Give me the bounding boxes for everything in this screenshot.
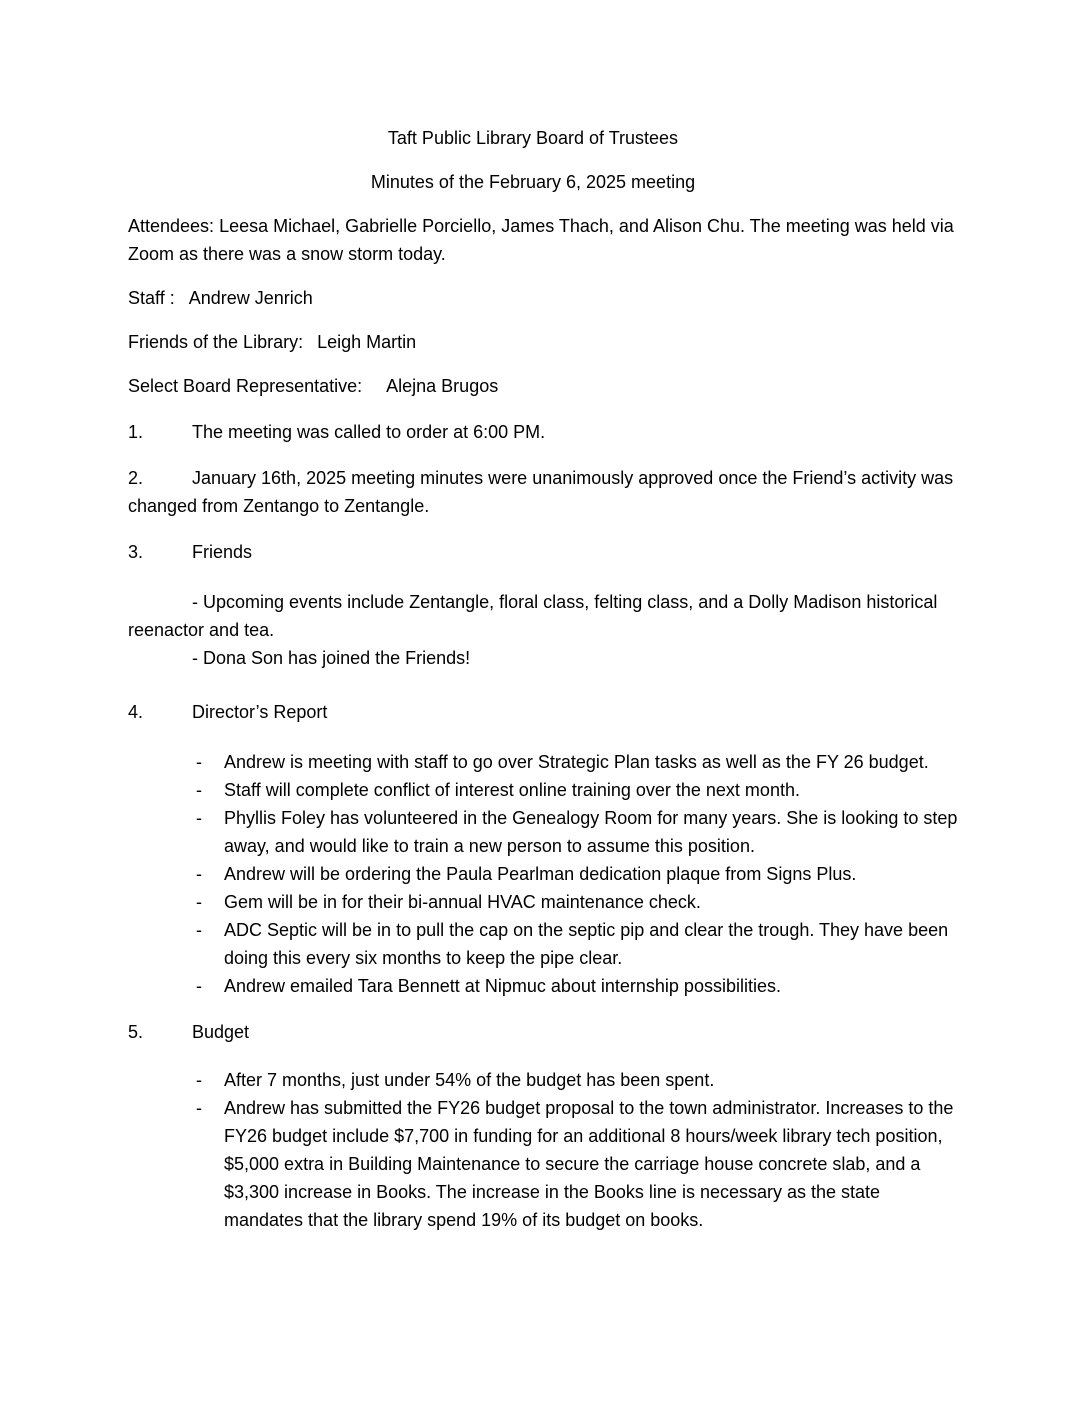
item-5-heading: Budget: [192, 1022, 250, 1042]
item-3-heading: Friends: [192, 542, 253, 562]
friends-value: Leigh Martin: [317, 332, 417, 352]
staff-value: Andrew Jenrich: [188, 288, 313, 308]
document-subtitle: Minutes of the February 6, 2025 meeting: [370, 172, 696, 192]
friends-line: [128, 328, 964, 356]
list-item-text: Andrew emailed Tara Bennett at Nipmuc about internship possibilities.: [224, 976, 781, 996]
dash-bullet: -: [196, 1070, 202, 1090]
item-4: [128, 698, 964, 726]
item-1-number: 1.: [128, 422, 144, 442]
friends-label: Friends of the Library:: [128, 332, 304, 352]
dash-bullet: -: [196, 864, 202, 884]
list-item: [128, 1094, 964, 1234]
list-item-text: Andrew has submitted the FY26 budget proposal to the town administrator. Increases to the FY26 budget include $7,700 in funding for an additional 8 hours/week library tech position, $5,000 extra in Building Maintenance to secure the carriage house concrete slab, and a $3,300 increase in Books. The increase in the Books line is necessary as the state mandates that the library spend 19% of its budget on books.: [224, 1098, 954, 1230]
item-5-number: 5.: [128, 1022, 144, 1042]
list-item-text: Staff will complete conflict of interest online training over the next month.: [224, 780, 800, 800]
budget-list: [128, 1066, 964, 1234]
list-item-text: After 7 months, just under 54% of the budget has been spent.: [224, 1070, 715, 1090]
document-title: Taft Public Library Board of Trustees: [387, 128, 679, 148]
staff-line: [128, 284, 964, 312]
dash-bullet: -: [196, 752, 202, 772]
select-board-value: Alejna Brugos: [386, 376, 499, 396]
item-4-number: 4.: [128, 702, 144, 722]
list-item-text: Andrew is meeting with staff to go over Strategic Plan tasks as well as the FY 26 budget.: [224, 752, 929, 772]
document-page: [128, 124, 964, 1234]
dash-bullet: -: [196, 1098, 202, 1118]
attendees-paragraph: Attendees: Leesa Michael, Gabrielle Porciello, James Thach, and Alison Chu. The meeting was held via Zoom as there was a snow storm today.: [128, 216, 954, 264]
dash-bullet: -: [196, 920, 202, 940]
list-item: [128, 804, 964, 860]
list-item: [128, 1066, 964, 1094]
dash-bullet: -: [196, 892, 202, 912]
list-item-text: Phyllis Foley has volunteered in the Genealogy Room for many years. She is looking to step away, and would like to train a new person to assume this position.: [224, 808, 958, 856]
dash-bullet: -: [196, 976, 202, 996]
directors-report-list: [128, 748, 964, 1000]
item-2-text: January 16th, 2025 meeting minutes were unanimously approved once the Friend’s activity was changed from Zentango to Zentangle.: [128, 468, 954, 516]
list-item: [128, 748, 964, 776]
item-2: [128, 464, 964, 520]
item-3: [128, 538, 964, 566]
item-4-heading: Director’s Report: [192, 702, 328, 722]
list-item-text: Andrew will be ordering the Paula Pearlman dedication plaque from Signs Plus.: [224, 864, 857, 884]
list-item: [128, 860, 964, 888]
item-3-number: 3.: [128, 542, 144, 562]
item-2-number: 2.: [128, 468, 144, 488]
list-item: [128, 916, 964, 972]
list-item: [128, 972, 964, 1000]
friends-events-line: - Upcoming events include Zentangle, floral class, felting class, and a Dolly Madison historical reenactor and tea.: [128, 592, 938, 640]
select-board-label: Select Board Representative:: [128, 376, 363, 396]
dash-bullet: -: [196, 808, 202, 828]
dash-bullet: -: [196, 780, 202, 800]
item-1-text: The meeting was called to order at 6:00 PM.: [192, 422, 546, 442]
list-item: [128, 776, 964, 804]
item-1: [128, 418, 964, 446]
select-board-line: [128, 372, 964, 400]
item-5: [128, 1018, 964, 1046]
list-item-text: Gem will be in for their bi-annual HVAC maintenance check.: [224, 892, 701, 912]
friends-new-member-line: - Dona Son has joined the Friends!: [192, 648, 471, 668]
list-item: [128, 888, 964, 916]
list-item-text: ADC Septic will be in to pull the cap on the septic pip and clear the trough. They have been doing this every six months to keep the pipe clear.: [224, 920, 949, 968]
staff-label: Staff :: [128, 288, 175, 308]
